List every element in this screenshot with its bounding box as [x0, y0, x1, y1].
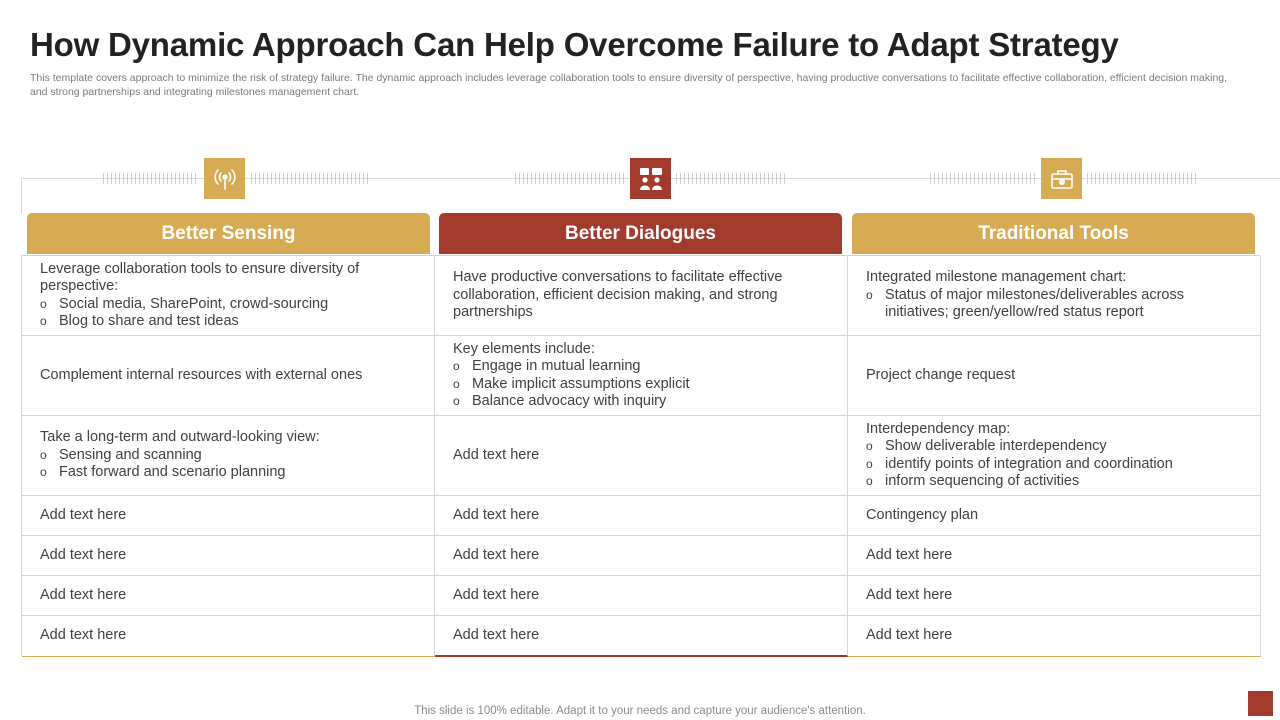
cell-text: Add text here — [866, 586, 953, 603]
discussion-people-icon — [630, 158, 671, 199]
cell-text: Project change request — [866, 366, 1016, 383]
table-cell — [435, 416, 848, 496]
cell-text: Add text here — [40, 506, 127, 523]
bullet-item — [453, 358, 829, 376]
bullet-item — [40, 447, 416, 465]
table-cell — [435, 616, 848, 657]
bullet-glyph: o — [453, 376, 460, 391]
table-cell — [435, 496, 848, 536]
bullet-glyph: o — [866, 439, 873, 453]
bullet-item — [40, 296, 416, 314]
bullet-list — [453, 358, 829, 411]
cell-text: Interdependency map: — [866, 420, 1011, 437]
bullet-item — [40, 464, 416, 482]
bullet-text: inform sequencing of activities — [885, 473, 1080, 489]
cell-text: Integrated milestone management chart: — [866, 269, 1127, 286]
toolbox-icon — [1041, 158, 1082, 199]
rail-hatch — [1087, 173, 1199, 184]
cell-text: Complement internal resources with external ones — [40, 366, 363, 383]
bullet-glyph: o — [40, 447, 47, 462]
footer-note: This slide is 100% editable. Adapt it to your needs and capture your audience's attention. — [414, 705, 866, 717]
bullet-item — [453, 393, 829, 411]
cell-text: Add text here — [40, 586, 127, 603]
table-cell — [848, 256, 1261, 336]
bullet-text: Fast forward and scenario planning — [59, 464, 286, 481]
rail-hatch — [103, 173, 199, 184]
bullet-text: Sensing and scanning — [59, 446, 202, 463]
cell-text: Add text here — [866, 627, 953, 644]
antenna-signal-icon — [204, 158, 245, 199]
bullet-list — [40, 447, 416, 482]
bullet-glyph: o — [453, 394, 460, 408]
cell-text: Take a long-term and outward-looking view: — [40, 429, 320, 446]
column-header-traditional-tools: Traditional Tools — [852, 213, 1255, 254]
rail-hatch — [251, 173, 371, 184]
table-cell — [848, 336, 1261, 416]
bullet-text: Engage in mutual learning — [472, 358, 641, 374]
bullet-text: Show deliverable interdependency — [885, 438, 1107, 454]
bullet-text: Make implicit assumptions explicit — [472, 375, 690, 392]
table-cell — [22, 496, 435, 536]
table-cell — [848, 416, 1261, 496]
bullet-item — [866, 456, 1242, 474]
bullet-glyph: o — [453, 359, 460, 373]
table-cell — [22, 256, 435, 336]
bullet-text: identify points of integration and coordination — [885, 455, 1173, 472]
column-header-better-sensing: Better Sensing — [27, 213, 430, 254]
bullet-item — [866, 287, 1242, 322]
bullet-glyph: o — [866, 456, 873, 471]
bullet-glyph: o — [40, 314, 47, 328]
column-header-better-dialogues: Better Dialogues — [439, 213, 842, 254]
bullet-list — [866, 438, 1242, 491]
cell-text: Add text here — [453, 506, 540, 523]
rail-hatch — [676, 173, 786, 184]
bullet-text: Social media, SharePoint, crowd-sourcing — [59, 295, 329, 312]
table-cell — [848, 496, 1261, 536]
bullet-text: Balance advocacy with inquiry — [472, 393, 667, 409]
table-cell — [22, 576, 435, 616]
bullet-glyph: o — [40, 296, 47, 311]
cell-text: Add text here — [453, 446, 540, 463]
table-cell — [435, 576, 848, 616]
bullet-item — [453, 376, 829, 394]
cell-text: Add text here — [40, 546, 127, 563]
rail-hatch — [930, 173, 1036, 184]
cell-text: Add text here — [40, 627, 127, 644]
table-cell — [22, 536, 435, 576]
cell-text: Add text here — [453, 546, 540, 563]
cell-text: Add text here — [453, 586, 540, 603]
table-cell — [22, 616, 435, 657]
table-cell — [435, 336, 848, 416]
rail-hatch — [515, 173, 625, 184]
cell-text: Leverage collaboration tools to ensure diversity of perspective: — [40, 260, 360, 294]
table-cell — [848, 576, 1261, 616]
bullet-text: Status of major milestones/deliverables across initiatives; green/yellow/red status report — [885, 286, 1184, 321]
table-cell — [22, 416, 435, 496]
table-cell — [435, 256, 848, 336]
bullet-item — [866, 438, 1242, 456]
table-cell — [435, 536, 848, 576]
rail-left-tick — [21, 178, 22, 214]
cell-text: Have productive conversations to facilitate effective collaboration, efficient decision making, and strong partnerships — [453, 269, 783, 321]
corner-accent — [1248, 691, 1273, 716]
bullet-glyph: o — [866, 287, 873, 302]
table-cell — [848, 616, 1261, 657]
cell-text: Key elements include: — [453, 340, 595, 357]
bullet-glyph: o — [40, 465, 47, 480]
bullet-item — [40, 313, 416, 331]
table-cell — [848, 536, 1261, 576]
cell-text: Add text here — [453, 626, 540, 643]
bullet-list — [40, 296, 416, 331]
cell-text: Add text here — [866, 546, 953, 563]
bullet-list — [866, 287, 1242, 322]
cell-text: Contingency plan — [866, 506, 979, 523]
page-subtitle: This template covers approach to minimize the risk of strategy failure. The dynamic approach includes leverage collaboration tools to ensure diversity of perspective, having productive conversations to facilitate effective collaboration, efficient decision making, and strong partnerships and integrating milestones management chart. — [30, 72, 1228, 98]
bullet-item — [866, 473, 1242, 491]
table-cell — [22, 336, 435, 416]
page-title: How Dynamic Approach Can Help Overcome Failure to Adapt Strategy — [30, 26, 1119, 63]
bullet-glyph: o — [866, 474, 873, 488]
bullet-text: Blog to share and test ideas — [59, 313, 239, 329]
strategy-table — [21, 255, 1260, 656]
